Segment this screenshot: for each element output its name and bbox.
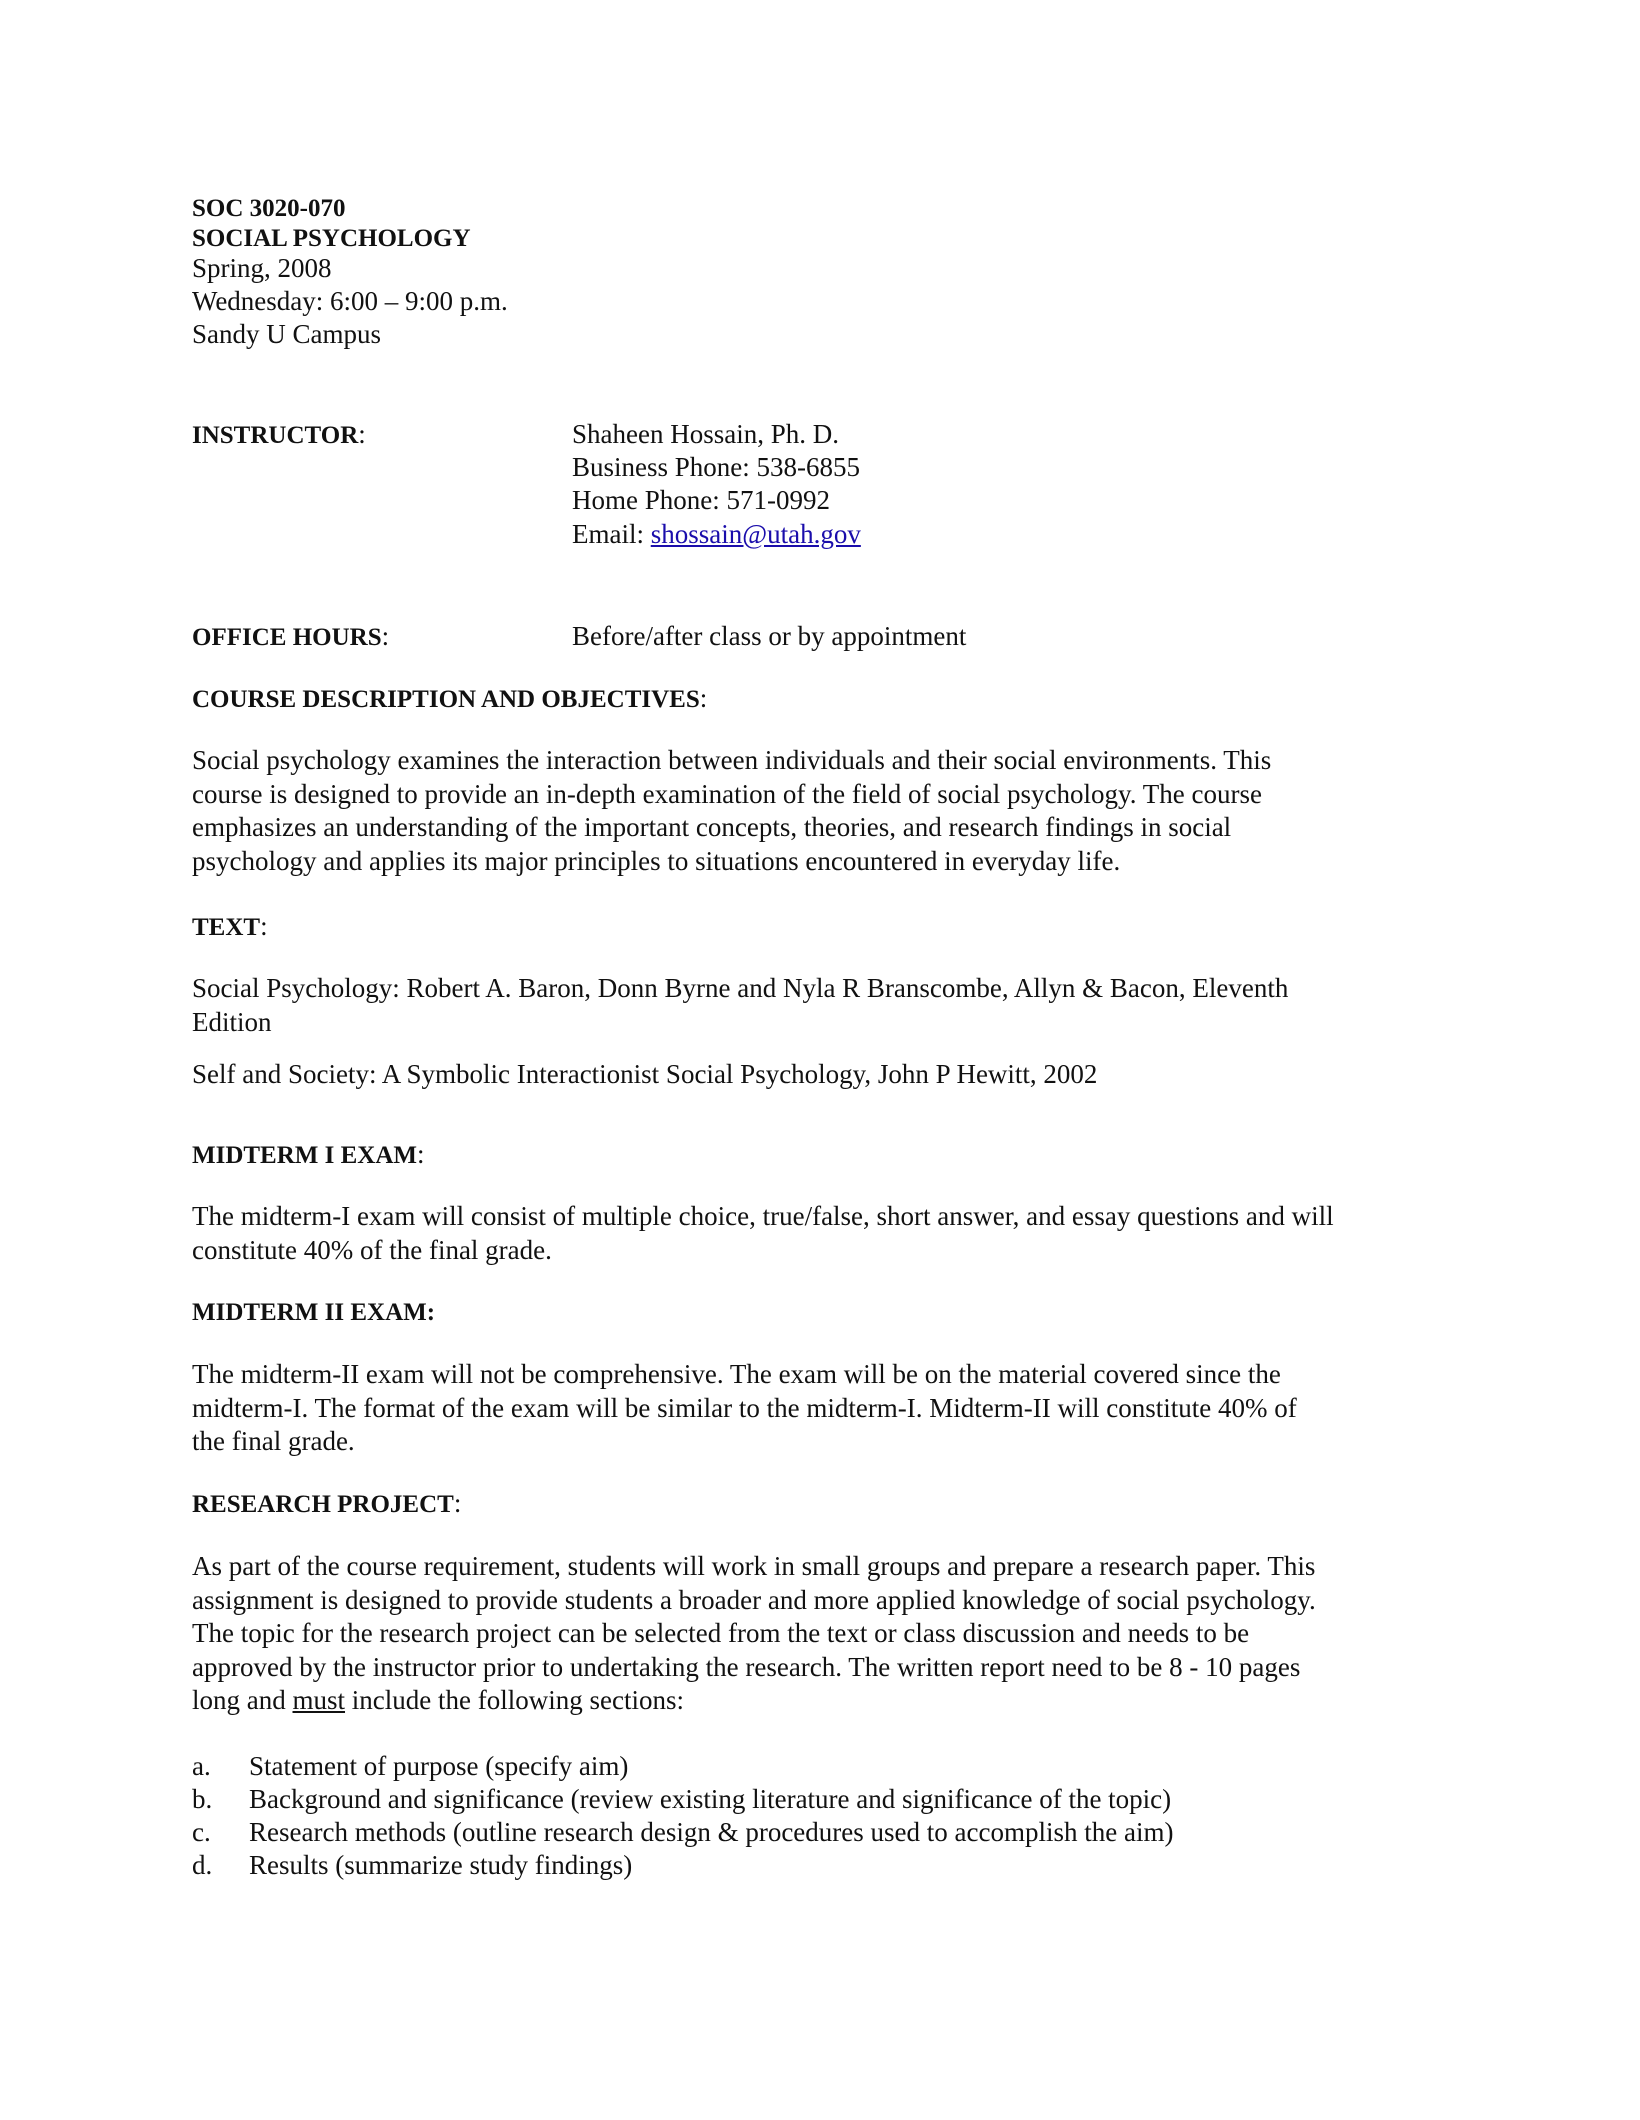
text-heading <box>192 910 268 945</box>
textbook-2: Self and Society: A Symbolic Interactionist Social Psychology, John P Hewitt, 2002 <box>192 1059 1098 1089</box>
instructor-business-phone: Business Phone: 538-6855 <box>572 452 861 482</box>
midterm1-heading-colon: : <box>417 1139 425 1169</box>
paragraph-line <box>192 1684 1432 1718</box>
course-description-paragraph <box>192 744 1432 878</box>
paragraph-line: assignment is designed to provide students a broader and more applied knowledge of social psychology. <box>192 1584 1316 1615</box>
text-heading-text: TEXT <box>192 914 261 941</box>
paragraph-line: Social psychology examines the interaction between individuals and their social environments. This <box>192 745 1272 775</box>
paragraph-line: the final grade. <box>192 1426 355 1456</box>
office-hours-value: Before/after class or by appointment <box>572 621 967 651</box>
list-item-text: Statement of purpose (specify aim) <box>249 1751 629 1781</box>
list-marker: d. <box>192 1850 213 1880</box>
paragraph-line: approved by the instructor prior to undertaking the research. The written report need to be 8 - 10 pages <box>192 1651 1301 1682</box>
office-hours-label <box>192 620 389 655</box>
list-marker: a. <box>192 1751 211 1781</box>
course-code: SOC 3020-070 <box>192 195 346 222</box>
instructor-home-phone: Home Phone: 571-0992 <box>572 485 830 515</box>
course-description-heading <box>192 682 707 717</box>
paragraph-line: psychology and applies its major principles to situations encountered in everyday life. <box>192 845 1121 876</box>
paragraph-line: constitute 40% of the final grade. <box>192 1234 552 1265</box>
course-campus: Sandy U Campus <box>192 319 381 349</box>
midterm2-paragraph <box>192 1358 1432 1459</box>
list-item-text: Background and significance (review existing literature and significance of the topic) <box>249 1784 1172 1814</box>
research-project-heading <box>192 1487 461 1522</box>
midterm1-paragraph <box>192 1200 1432 1267</box>
textbook-1 <box>192 972 1432 1039</box>
course-term: Spring, 2008 <box>192 253 332 283</box>
list-item-text: Results (summarize study findings) <box>249 1850 633 1880</box>
last-line-start: long and <box>192 1685 293 1715</box>
list-marker: c. <box>192 1817 211 1847</box>
paragraph-line: Edition <box>192 1006 272 1037</box>
list-item <box>192 1849 632 1883</box>
list-item <box>192 1816 1173 1850</box>
instructor-name: Shaheen Hossain, Ph. D. <box>572 419 839 449</box>
midterm1-heading <box>192 1138 425 1173</box>
research-project-paragraph <box>192 1550 1432 1718</box>
course-description-heading-colon: : <box>699 683 708 713</box>
text-heading-colon: : <box>260 911 268 941</box>
research-project-heading-text: RESEARCH PROJECT <box>192 1491 454 1518</box>
research-project-heading-colon: : <box>453 1488 462 1518</box>
paragraph-line: course is designed to provide an in-depth examination of the field of social psychology. The course <box>192 778 1262 809</box>
midterm1-heading-text: MIDTERM I EXAM <box>192 1142 417 1169</box>
midterm2-heading: MIDTERM II EXAM: <box>192 1299 436 1326</box>
paragraph-line: Social Psychology: Robert A. Baron, Donn Byrne and Nyla R Branscombe, Allyn & Bacon, Eleventh <box>192 973 1289 1003</box>
list-item <box>192 1783 1171 1817</box>
paragraph-line: emphasizes an understanding of the important concepts, theories, and research findings in social <box>192 812 1232 842</box>
office-hours-label-colon: : <box>381 621 390 651</box>
list-marker: b. <box>192 1784 213 1814</box>
course-schedule: Wednesday: 6:00 – 9:00 p.m. <box>192 286 508 316</box>
paragraph-line: midterm-I. The format of the exam will be similar to the midterm-I. Midterm-II will constitute 40% of <box>192 1392 1297 1423</box>
last-line-end: include the following sections: <box>345 1685 684 1715</box>
list-item <box>192 1750 628 1784</box>
paragraph-line: The midterm-II exam will not be comprehensive. The exam will be on the material covered since the <box>192 1359 1281 1389</box>
course-description-heading-text: COURSE DESCRIPTION AND OBJECTIVES <box>192 686 700 713</box>
paragraph-line: The midterm-I exam will consist of multiple choice, true/false, short answer, and essay questions and will <box>192 1201 1334 1231</box>
instructor-label-text: INSTRUCTOR <box>192 422 359 449</box>
office-hours-label-text: OFFICE HOURS <box>192 624 382 651</box>
paragraph-line: The topic for the research project can be selected from the text or class discussion and needs to be <box>192 1618 1250 1648</box>
instructor-label <box>192 418 366 453</box>
email-link[interactable]: shossain@utah.gov <box>650 519 861 549</box>
paragraph-line: As part of the course requirement, students will work in small groups and prepare a research paper. This <box>192 1551 1316 1581</box>
list-item-text: Research methods (outline research design & procedures used to accomplish the aim) <box>249 1817 1174 1847</box>
email-label: Email: <box>572 519 651 549</box>
course-title: SOCIAL PSYCHOLOGY <box>192 225 471 252</box>
instructor-label-colon: : <box>358 419 366 449</box>
emphasis-must: must <box>292 1685 346 1715</box>
instructor-email-row <box>572 518 861 552</box>
